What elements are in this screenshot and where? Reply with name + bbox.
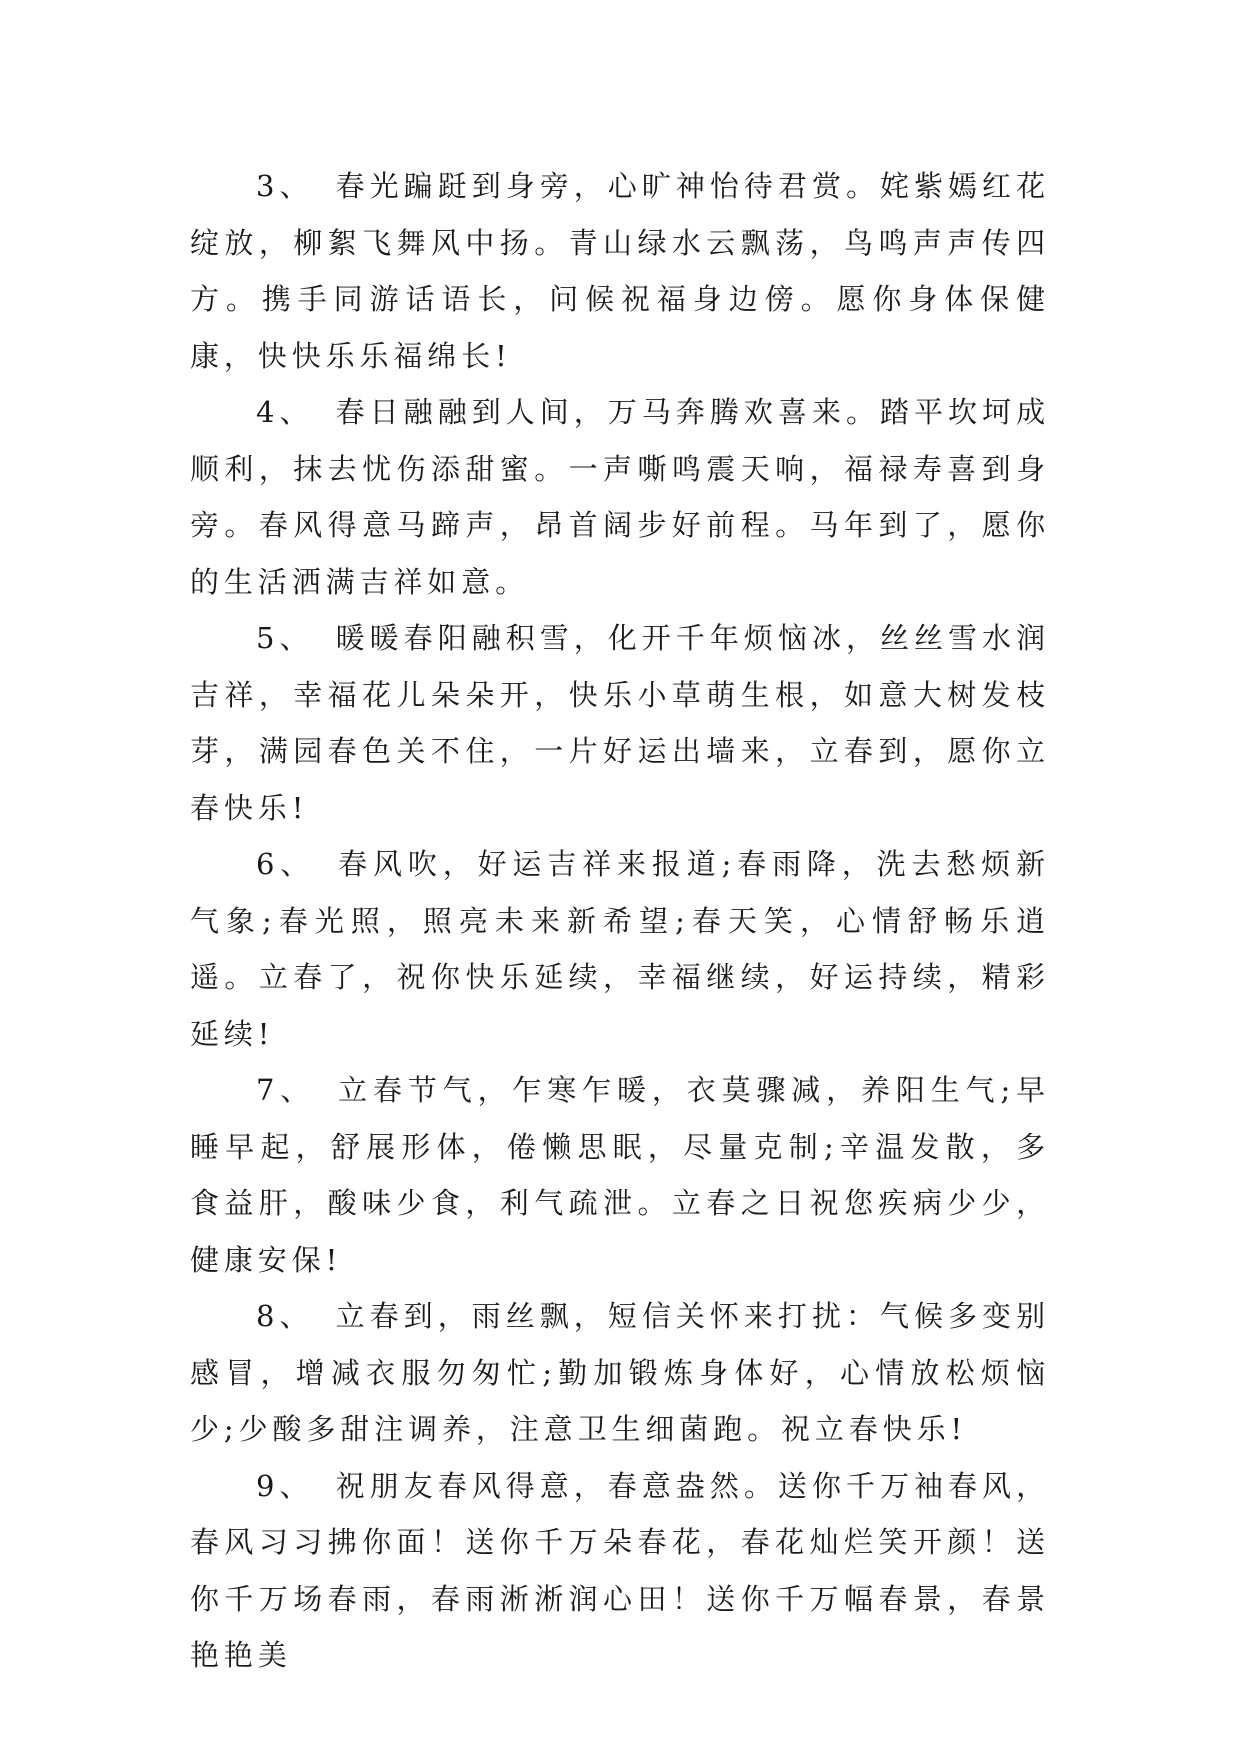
paragraph-5 [190,610,1050,836]
item-number: 7、 [256,1073,316,1107]
paragraph-3 [190,158,1050,384]
item-number: 3、 [256,169,314,203]
paragraph-7 [190,1062,1050,1288]
paragraph-text: 春风吹，好运吉祥来报道;春雨降，洗去愁烦新气象;春光照，照亮未来新希望;春天笑，心情舒畅乐逍遥。立春了，祝你快乐延续，幸福继续，好运持续，精彩延续! [190,847,1050,1051]
paragraph-text: 立春到，雨丝飘，短信关怀来打扰：气候多变别感冒，增减衣服勿匆忙;勤加锻炼身体好，心情放松烦恼少;少酸多甜注调养，注意卫生细菌跑。祝立春快乐! [190,1299,1050,1446]
paragraph-text: 春光蹁跹到身旁，心旷神怡待君赏。姹紫嫣红花绽放，柳絮飞舞风中扬。青山绿水云飘荡，鸟鸣声声传四方。携手同游话语长，问候祝福身边傍。愿你身体保健康，快快乐乐福绵长! [190,169,1050,373]
paragraph-text: 暖暖春阳融积雪，化开千年烦恼冰，丝丝雪水润吉祥，幸福花儿朵朵开，快乐小草萌生根，如意大树发枝芽，满园春色关不住，一片好运出墙来，立春到，愿你立春快乐! [190,621,1050,825]
item-number: 5、 [256,621,314,655]
document-body [190,158,1050,1684]
paragraph-text: 祝朋友春风得意，春意盎然。送你千万袖春风，春风习习拂你面！送你千万朵春花，春花灿烂笑开颜！送你千万场春雨，春雨淅淅润心田！送你千万幅春景，春景艳艳美 [190,1468,1050,1672]
paragraph-8 [190,1288,1050,1458]
paragraph-6 [190,836,1050,1062]
item-number: 9、 [256,1468,314,1503]
item-number: 4、 [256,395,314,429]
paragraph-9 [190,1458,1050,1684]
paragraph-text: 春日融融到人间，万马奔腾欢喜来。踏平坎坷成顺利，抹去忧伤添甜蜜。一声嘶鸣震天响，福禄寿喜到身旁。春风得意马蹄声，昂首阔步好前程。马年到了，愿你的生活洒满吉祥如意。 [190,395,1050,599]
paragraph-4 [190,384,1050,610]
item-number: 6、 [256,847,316,881]
paragraph-text: 立春节气，乍寒乍暖，衣莫骤减，养阳生气;早睡早起，舒展形体，倦懒思眠，尽量克制;辛温发散，多食益肝，酸味少食，利气疏泄。立春之日祝您疾病少少，健康安保! [190,1073,1050,1277]
item-number: 8、 [256,1299,314,1333]
